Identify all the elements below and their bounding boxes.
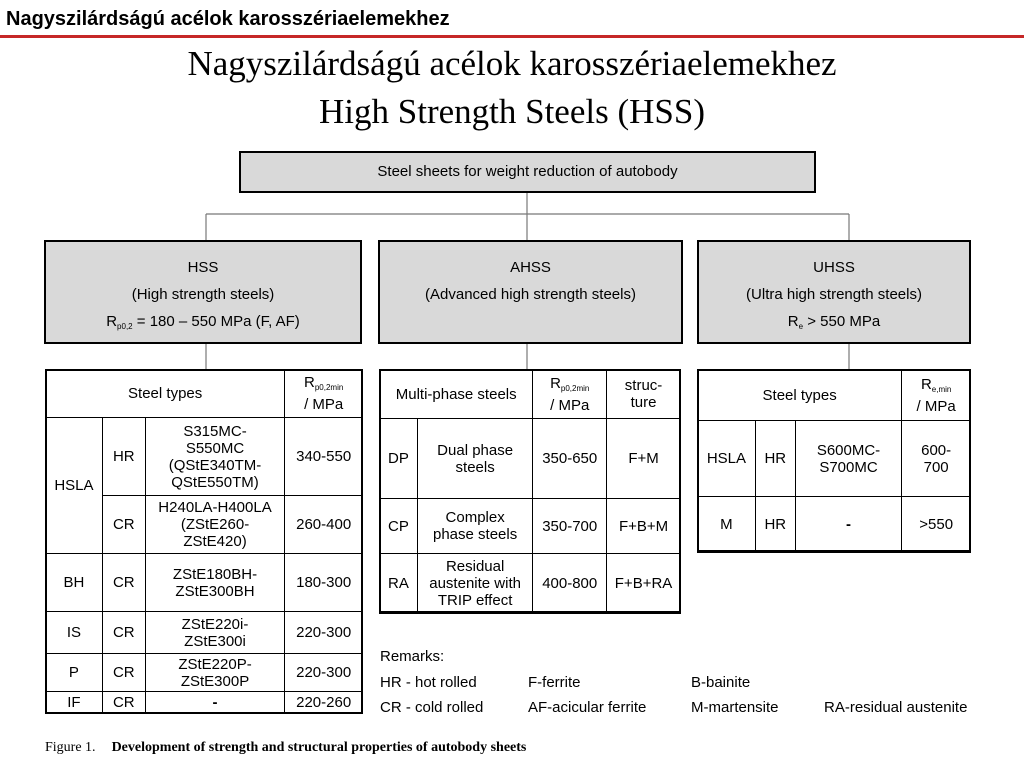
ahss-code-cell: CP bbox=[380, 499, 418, 554]
hss-category-box bbox=[44, 240, 362, 344]
figure-caption bbox=[45, 740, 526, 756]
hss-table bbox=[45, 369, 363, 714]
uhss-table bbox=[697, 369, 971, 553]
hss-col-strength-sub: p0,2min bbox=[314, 383, 344, 392]
uhss-group-cell: HSLA bbox=[698, 421, 756, 497]
uhss-prop-value: > 550 MPa bbox=[803, 313, 881, 330]
slide-header: Nagyszilárdságú acélok karosszériaelemekhez bbox=[6, 8, 450, 30]
uhss-grade-cell: - bbox=[795, 497, 902, 553]
slide-title-line2: High Strength Steels (HSS) bbox=[319, 92, 705, 131]
hss-property bbox=[46, 308, 360, 340]
hss-value-cell: 220-260 bbox=[285, 692, 363, 714]
hss-grade-cell: - bbox=[145, 692, 285, 714]
ahss-name: AHSS bbox=[510, 259, 551, 276]
hss-col-strength-unit: / MPa bbox=[304, 396, 344, 413]
uhss-col-steel-types: Steel types bbox=[698, 370, 902, 421]
uhss-col-strength-symbol: R bbox=[920, 375, 932, 393]
uhss-property bbox=[699, 308, 969, 340]
uhss-value-cell: 600- 700 bbox=[902, 421, 971, 497]
ahss-name-cell: Residual austenite with TRIP effect bbox=[417, 554, 533, 614]
uhss-grade-cell: S600MC- S700MC bbox=[795, 421, 902, 497]
hss-col-steel-types: Steel types bbox=[46, 370, 285, 418]
uhss-description: (Ultra high strength steels) bbox=[746, 286, 922, 303]
ahss-col-strength-symbol: R bbox=[550, 374, 561, 392]
remark-cr: CR - cold rolled bbox=[380, 699, 484, 716]
ahss-col-multiphase: Multi-phase steels bbox=[380, 370, 533, 419]
remark-hr: HR - hot rolled bbox=[380, 674, 477, 691]
remarks-title: Remarks: bbox=[380, 648, 445, 665]
hss-proc-cell: CR bbox=[102, 612, 145, 654]
hss-proc-cell: CR bbox=[102, 692, 145, 714]
hss-proc-cell: CR bbox=[102, 554, 145, 612]
uhss-name: UHSS bbox=[813, 259, 855, 276]
hss-proc-cell: HR bbox=[102, 418, 145, 496]
uhss-col-strength-sub: e,min bbox=[931, 384, 952, 394]
hss-grade-cell: H240LA-H400LA (ZStE260- ZStE420) bbox=[145, 496, 285, 554]
uhss-proc-cell: HR bbox=[755, 497, 795, 553]
remark-m: M-martensite bbox=[691, 699, 779, 716]
hss-value-cell: 340-550 bbox=[285, 418, 363, 496]
slide-title-line1: Nagyszilárdságú acélok karosszériaelemekhez bbox=[187, 44, 837, 83]
uhss-proc-cell: HR bbox=[755, 421, 795, 497]
hss-prop-sub: p0,2 bbox=[117, 322, 133, 331]
uhss-prop-sub: e bbox=[798, 322, 804, 331]
remark-b: B-bainite bbox=[691, 674, 751, 691]
hss-value-cell: 180-300 bbox=[285, 554, 363, 612]
uhss-value-cell: >550 bbox=[902, 497, 971, 553]
hss-prop-symbol: R bbox=[106, 313, 118, 330]
ahss-code-cell: DP bbox=[380, 419, 418, 499]
ahss-col-structure: struc- ture bbox=[607, 370, 681, 419]
hss-group-cell: P bbox=[46, 654, 103, 692]
hss-value-cell: 220-300 bbox=[285, 612, 363, 654]
ahss-col-strength-unit: / MPa bbox=[550, 396, 590, 414]
hss-name: HSS bbox=[187, 259, 219, 276]
remark-f: F-ferrite bbox=[528, 674, 581, 691]
ahss-description: (Advanced high strength steels) bbox=[425, 286, 636, 303]
hss-grade-cell: ZStE220P- ZStE300P bbox=[145, 654, 285, 692]
ahss-category-box bbox=[378, 240, 683, 344]
figure-caption-label: Figure 1. bbox=[45, 740, 96, 755]
ahss-table bbox=[379, 369, 681, 614]
ahss-structure-cell: F+B+M bbox=[607, 499, 681, 554]
ahss-structure-cell: F+B+RA bbox=[607, 554, 681, 614]
hss-group-cell: BH bbox=[46, 554, 103, 612]
hss-grade-cell: S315MC- S550MC (QStE340TM- QStE550TM) bbox=[145, 418, 285, 496]
hss-value-cell: 260-400 bbox=[285, 496, 363, 554]
uhss-prop-symbol: R bbox=[787, 313, 799, 330]
hss-col-strength bbox=[285, 370, 363, 418]
uhss-group-cell: M bbox=[698, 497, 756, 553]
hss-group-cell: IS bbox=[46, 612, 103, 654]
ahss-col-strength bbox=[533, 370, 607, 419]
uhss-col-strength-unit: / MPa bbox=[916, 397, 956, 415]
uhss-category-box bbox=[697, 240, 971, 344]
remark-af: AF-acicular ferrite bbox=[528, 699, 647, 716]
uhss-col-strength bbox=[902, 370, 971, 421]
remark-ra: RA-residual austenite bbox=[824, 699, 968, 716]
ahss-name-cell: Complex phase steels bbox=[417, 499, 533, 554]
hss-grade-cell: ZStE180BH- ZStE300BH bbox=[145, 554, 285, 612]
hss-prop-value: = 180 – 550 MPa (F, AF) bbox=[132, 313, 300, 330]
ahss-name-cell: Dual phase steels bbox=[417, 419, 533, 499]
top-box: Steel sheets for weight reduction of autobody bbox=[239, 151, 816, 193]
ahss-code-cell: RA bbox=[380, 554, 418, 614]
hss-col-strength-symbol: R bbox=[304, 374, 315, 391]
ahss-structure-cell: F+M bbox=[607, 419, 681, 499]
hss-group-cell: HSLA bbox=[46, 418, 103, 554]
figure-caption-text: Development of strength and structural properties of autobody sheets bbox=[111, 740, 527, 755]
hss-description: (High strength steels) bbox=[131, 286, 275, 303]
ahss-value-cell: 350-700 bbox=[533, 499, 607, 554]
hss-value-cell: 220-300 bbox=[285, 654, 363, 692]
hss-proc-cell: CR bbox=[102, 496, 145, 554]
hss-proc-cell: CR bbox=[102, 654, 145, 692]
ahss-value-cell: 350-650 bbox=[533, 419, 607, 499]
ahss-value-cell: 400-800 bbox=[533, 554, 607, 614]
hss-grade-cell: ZStE220i- ZStE300i bbox=[145, 612, 285, 654]
ahss-col-strength-sub: p0,2min bbox=[560, 383, 590, 393]
hss-group-cell: IF bbox=[46, 692, 103, 714]
